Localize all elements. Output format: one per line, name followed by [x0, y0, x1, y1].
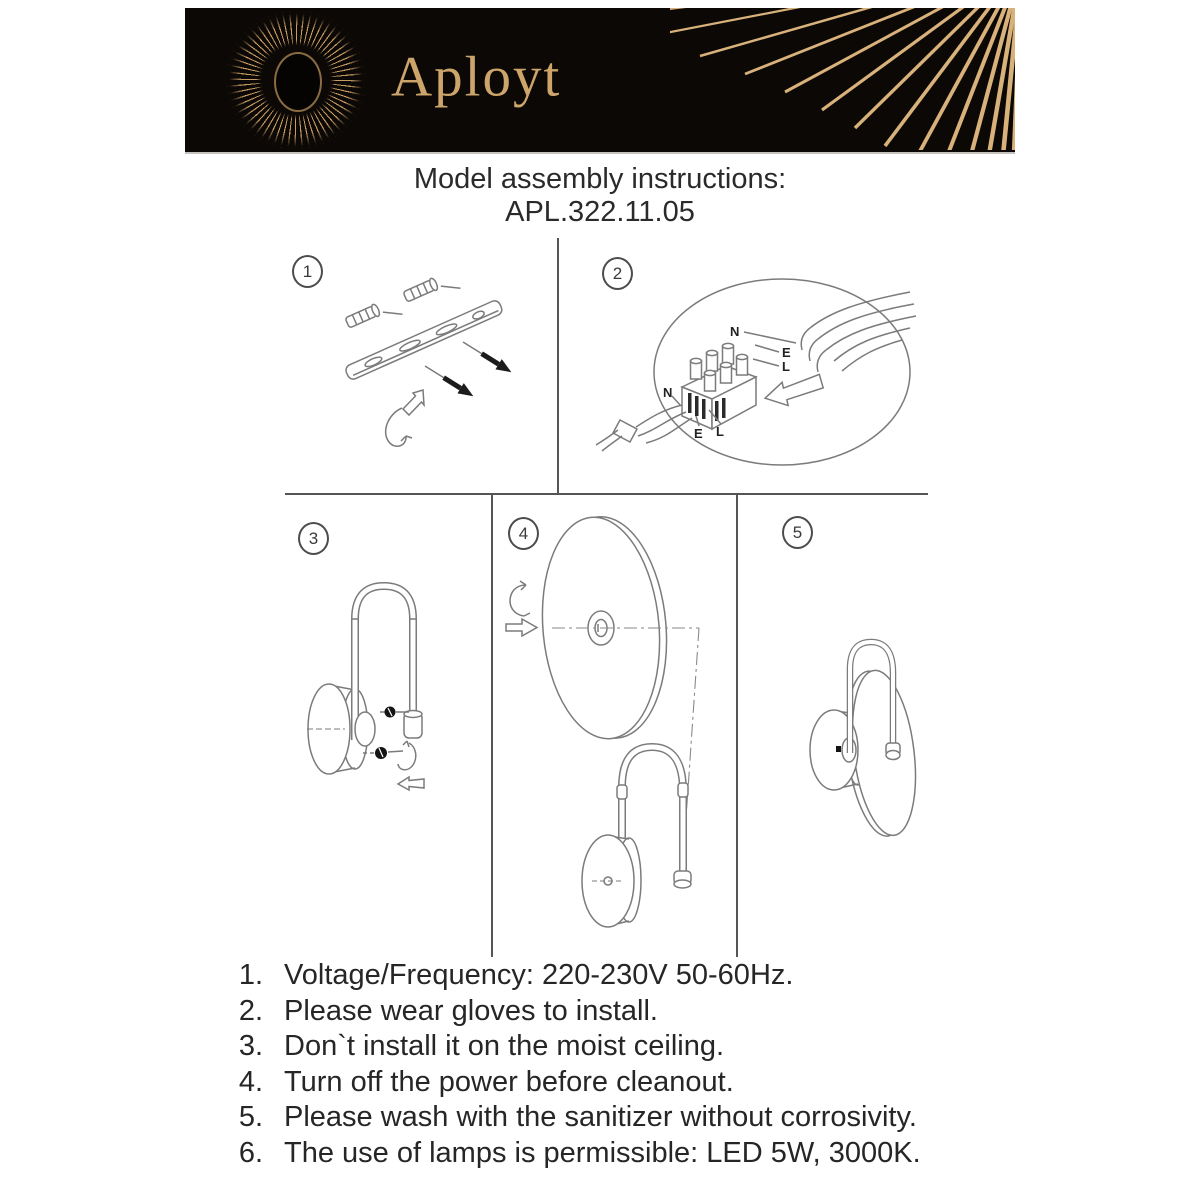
direction-arrow [506, 619, 537, 636]
instruction-list [185, 958, 1085, 1172]
list-item [185, 1100, 1085, 1136]
rotate-icon [510, 581, 530, 616]
wall-canopy [582, 835, 641, 927]
list-item-text: Please wash with the sanitizer without corrosivity. [284, 1101, 917, 1134]
arm-tip-cylinder [674, 871, 691, 888]
insert-arrow [403, 390, 424, 415]
step-number-1: 1 [292, 255, 323, 288]
list-item-text: The use of lamps is permissible: LED 5W, 3000K. [284, 1136, 921, 1169]
list-item-number: 5. [238, 1101, 263, 1134]
starburst-logo-icon [227, 11, 365, 149]
output-wires [596, 405, 692, 451]
set-screw-2 [363, 747, 403, 759]
wire-label-l-bottom: L [716, 424, 724, 439]
arm-sleeve [404, 711, 422, 739]
wall-anchor-2 [345, 295, 403, 336]
list-item-number: 3. [238, 1030, 263, 1063]
list-item [185, 958, 1085, 994]
list-item-text: Please wear gloves to install. [284, 994, 658, 1027]
list-item-text: Voltage/Frequency: 220-230V 50-60Hz. [284, 959, 794, 991]
screw-1 [460, 337, 515, 377]
mains-wires [801, 292, 916, 372]
list-item [185, 994, 1085, 1030]
wire-label-e-bottom: E [694, 426, 703, 441]
list-item-text: Don`t install it on the moist ceiling. [284, 1030, 725, 1063]
step-number-5: 5 [782, 516, 813, 549]
list-item [185, 1029, 1085, 1065]
list-item-number: 2. [238, 994, 263, 1027]
brand-name: Aployt [391, 45, 562, 109]
step-number-2: 2 [602, 257, 633, 290]
screw-2 [422, 361, 477, 401]
wire-label-n-top: N [730, 324, 740, 339]
list-item [185, 1136, 1085, 1172]
page-title: Model assembly instructions: [413, 163, 787, 195]
list-item-number: 4. [238, 1065, 263, 1098]
list-item-text: Turn off the power before cleanout. [284, 1065, 734, 1098]
wire-label-l-top: L [782, 359, 790, 374]
terminal-block [682, 343, 756, 429]
model-number: APL.322.11.05 [505, 196, 695, 228]
step-2-diagram [558, 240, 928, 494]
step-4-diagram [492, 495, 737, 957]
step-3-diagram [285, 495, 492, 957]
step-5-diagram [737, 495, 928, 957]
wall-anchor-1 [403, 269, 461, 310]
wire-label-e-top: E [782, 345, 791, 360]
step-number-4: 4 [508, 517, 539, 550]
brand-banner [185, 8, 1015, 154]
step-1-diagram [285, 240, 558, 494]
hook-part [398, 741, 416, 770]
list-item-number: 6. [238, 1136, 263, 1169]
direction-arrow [398, 777, 424, 790]
corner-rays-icon [670, 8, 1015, 150]
direction-arrow [763, 374, 826, 410]
step-number-3: 3 [298, 522, 329, 555]
wire-label-n-bottom: N [663, 385, 673, 400]
list-item-number: 1. [238, 959, 263, 991]
list-item [185, 1065, 1085, 1101]
arm-tip-cylinder [886, 743, 900, 760]
arm-joint [355, 712, 375, 746]
title-block [185, 163, 1015, 229]
starburst-center-ring [274, 52, 322, 112]
